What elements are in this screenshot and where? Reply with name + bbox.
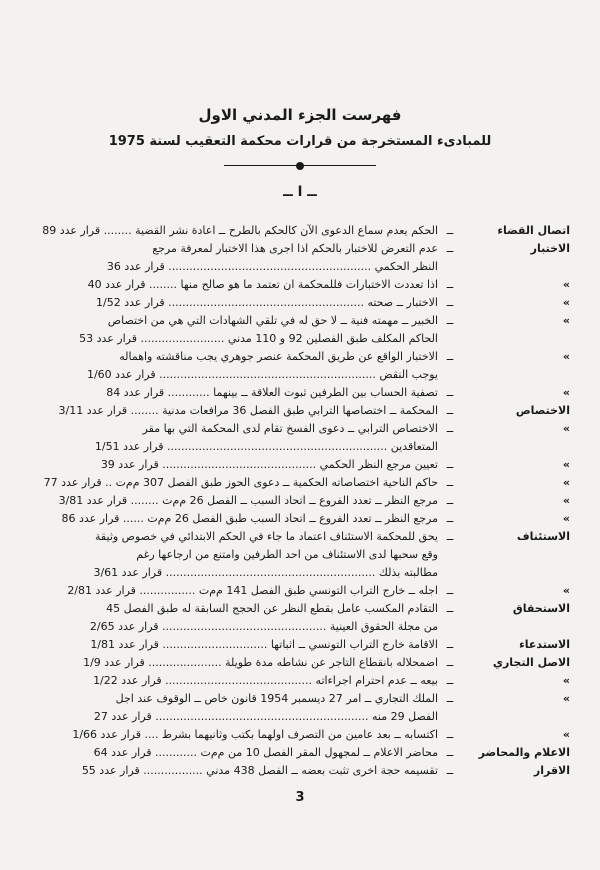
index-row: [0, 258, 600, 276]
index-row: [0, 330, 600, 348]
divider-dot: [296, 162, 304, 170]
index-row: [0, 366, 600, 384]
index-row: [0, 456, 600, 474]
index-dash: ــ: [446, 314, 454, 327]
index-entry-text: المحكمة ــ اختصاصها الترابي طبق الفصل 36 مرافعات مدنية ........ قرار عدد 3/11: [58, 404, 438, 417]
index-entry-text: عدم التعرض للاختبار بالحكم اذا اجرى هذا الاختبار لمعرفة مرجع: [152, 242, 438, 255]
index-dash: ــ: [446, 242, 454, 255]
index-dash: ــ: [446, 224, 454, 237]
index-row: [0, 276, 600, 294]
ornament-divider: [224, 162, 376, 170]
index-dash: ــ: [446, 386, 454, 399]
index-category: »: [562, 584, 570, 597]
index-entry-text: بيعه ــ عدم احترام اجراءاته .......................................... قرار عدد 1/22: [93, 674, 438, 687]
index-dash: ــ: [446, 602, 454, 615]
index-dash: ــ: [446, 764, 454, 777]
index-dash: ــ: [446, 674, 454, 687]
index-entry-text: يحق للمحكمة الاستئناف اعتماد ما جاء في الحكم الابتدائي في خصوص وثيقة: [95, 530, 438, 543]
index-entry-text: يوجب النقض .............................................................. قرار عدد 1/60: [86, 368, 438, 381]
index-category: الاستئناف: [516, 530, 570, 543]
index-dash: ــ: [446, 656, 454, 669]
index-dash: ــ: [446, 422, 454, 435]
index-entry-text: النظر الحكمي .......................................................... قرار عدد 36: [106, 260, 438, 273]
index-dash: ــ: [446, 458, 454, 471]
index-row: [0, 528, 600, 546]
index-dash: ــ: [446, 296, 454, 309]
index-entry-text: اضمحلاله بانقطاع التاجر عن نشاطه مدة طويلة ..................... قرار عدد 1/9: [83, 656, 438, 669]
page-title: فهرست الجزء المدني الاول: [198, 106, 402, 124]
index-entry-text: الخبير ــ مهمته فنية ــ لا حق له في تلقي الشهادات التي هي من اختصاص: [107, 314, 438, 327]
index-entry-text: اجله ــ خارج التراب التونسي طبق الفصل 141 م‌م‌ت ................ قرار عدد 2/81: [67, 584, 438, 597]
index-category: »: [562, 458, 570, 471]
index-entry-text: الاختبار ــ صحته ........................................................ قرار عدد 1/52: [96, 296, 438, 309]
index-entry-text: الاختصاص الترابي ــ دعوى الفسخ تقام لدى المحكمة التي بها مقر: [142, 422, 438, 435]
index-dash: ــ: [446, 278, 454, 291]
index-dash: ــ: [446, 476, 454, 489]
index-category: »: [562, 512, 570, 525]
index-dash: ــ: [446, 512, 454, 525]
index-entry-text: الاقامة خارج التراب التونسي ــ اثباتها .............................. قرار عدد 1/81: [90, 638, 438, 651]
index-row: [0, 474, 600, 492]
index-entry-text: محاضر الاعلام ــ لمجهول المقر الفصل 10 من م‌م‌ت ............ قرار عدد 64: [93, 746, 438, 759]
index-entry-text: وقع سحبها لدى الاستئناف من احد الطرفين وامتنع من ارجاعها رغم: [136, 548, 438, 561]
index-row: [0, 348, 600, 366]
index-dash: ــ: [446, 692, 454, 705]
index-entry-text: تعيين مرجع النظر الحكمي ............................................ قرار عدد 39: [100, 458, 438, 471]
index-dash: ــ: [446, 530, 454, 543]
index-category: الاستحقاق: [512, 602, 570, 615]
index-row: [0, 690, 600, 708]
index-category: »: [562, 350, 570, 363]
index-row: [0, 726, 600, 744]
index-entry-text: اكتسابه ــ بعد عامين من التصرف اولهما بكتب وثانيهما بشرط .... قرار عدد 1/66: [72, 728, 438, 741]
index-entry-text: مرجع النظر ــ تعدد الفروع ــ اتحاد السبب ــ الفصل 26 م‌م‌ت ........ قرار عدد 3/81: [58, 494, 438, 507]
index-category: »: [562, 296, 570, 309]
index-row: [0, 636, 600, 654]
index-entry-text: من مجلة الحقوق العينية ............................................... قرار عدد 2/65: [89, 620, 438, 633]
index-category: »: [562, 674, 570, 687]
index-entry-text: الاختبار الواقع عن طريق المحكمة عنصر جوهري يجب مناقشته واهماله: [119, 350, 438, 363]
index-row: [0, 672, 600, 690]
index-category: »: [562, 278, 570, 291]
index-row: [0, 492, 600, 510]
index-entry-text: التقادم المكسب عامل بقطع النظر عن الحجج السابقة له طبق الفصل 45: [106, 602, 438, 615]
index-row: [0, 420, 600, 438]
index-dash: ــ: [446, 494, 454, 507]
index-row: [0, 564, 600, 582]
index-category: اتصال القضاء: [497, 224, 570, 237]
index-entry-text: تصفية الحساب بين الطرفين ثبوت العلاقة ــ بينهما ............ قرار عدد 84: [106, 386, 438, 399]
index-row: [0, 294, 600, 312]
index-entry-text: تقسيمه حجة اخرى تثبت بعضه ــ الفصل 438 مدني ................. قرار عدد 55: [81, 764, 438, 777]
index-category: »: [562, 728, 570, 741]
index-row: [0, 222, 600, 240]
index-category: »: [562, 314, 570, 327]
index-row: [0, 582, 600, 600]
index-row: [0, 708, 600, 726]
index-category: »: [562, 422, 570, 435]
index-row: [0, 510, 600, 528]
index-row: [0, 744, 600, 762]
index-entry-text: الملك التجاري ــ امر 27 ديسمبر 1954 قانون خاص ــ الوقوف عند اجل: [115, 692, 438, 705]
index-entry-text: الحاكم المكلف طبق الفصلين 92 و 110 مدني ........................ قرار عدد 53: [79, 332, 438, 345]
index-row: [0, 312, 600, 330]
index-row: [0, 654, 600, 672]
index-entry-text: حاكم الناحية اختصاصاته الحكمية ــ دعوى الحوز طبق الفصل 307 م‌م‌ت .. قرار عدد 77: [43, 476, 438, 489]
index-row: [0, 546, 600, 564]
index-entry-text: اذا تعددت الاختبارات فللمحكمة ان تعتمد ما هو صالح منها ........ قرار عدد 40: [87, 278, 438, 291]
index-category: »: [562, 692, 570, 705]
index-entry-text: الفصل 29 منه ............................................................. قرار عدد 27: [93, 710, 438, 723]
index-dash: ــ: [446, 584, 454, 597]
index-dash: ــ: [446, 350, 454, 363]
index-category: الاختصاص: [515, 404, 570, 417]
index-row: [0, 762, 600, 780]
page-number: 3: [295, 790, 305, 805]
index-category: »: [562, 386, 570, 399]
index-category: »: [562, 494, 570, 507]
index-dash: ــ: [446, 404, 454, 417]
page-subtitle: للمبادىء المستخرجة من قرارات محكمة التعقيب لسنة 1975: [108, 134, 492, 149]
index-row: [0, 618, 600, 636]
index-category: الاستدعاء: [519, 638, 570, 651]
index-category: »: [562, 476, 570, 489]
index-row: [0, 402, 600, 420]
index-row: [0, 438, 600, 456]
index-entry-text: الحكم يعدم سماع الدعوى الآن كالحكم بالطرح ــ اعادة نشر القضية ........ قرار عدد 89: [42, 224, 438, 237]
index-dash: ــ: [446, 746, 454, 759]
index-row: [0, 600, 600, 618]
index-entry-text: مطالبته بذلك ............................................................ قرار عدد 3/61: [93, 566, 438, 579]
index-category: الاعلام والمحاضر: [478, 746, 570, 759]
index-dash: ــ: [446, 728, 454, 741]
index-category: الاختبار: [530, 242, 570, 255]
index-row: [0, 384, 600, 402]
index-entry-text: مرجع النظر ــ تعدد الفروع ــ اتحاد السبب طبق الفصل 26 م‌م‌ت ...... قرار عدد 86: [61, 512, 438, 525]
index-category: الاقرار: [533, 764, 570, 777]
index-category: الاصل التجاري: [492, 656, 570, 669]
section-number: ــ ا ــ: [283, 184, 317, 200]
index-dash: ــ: [446, 638, 454, 651]
index-row: [0, 240, 600, 258]
index-entry-text: المتعاقدين ............................................................... قرار عدد 1/51: [94, 440, 438, 453]
